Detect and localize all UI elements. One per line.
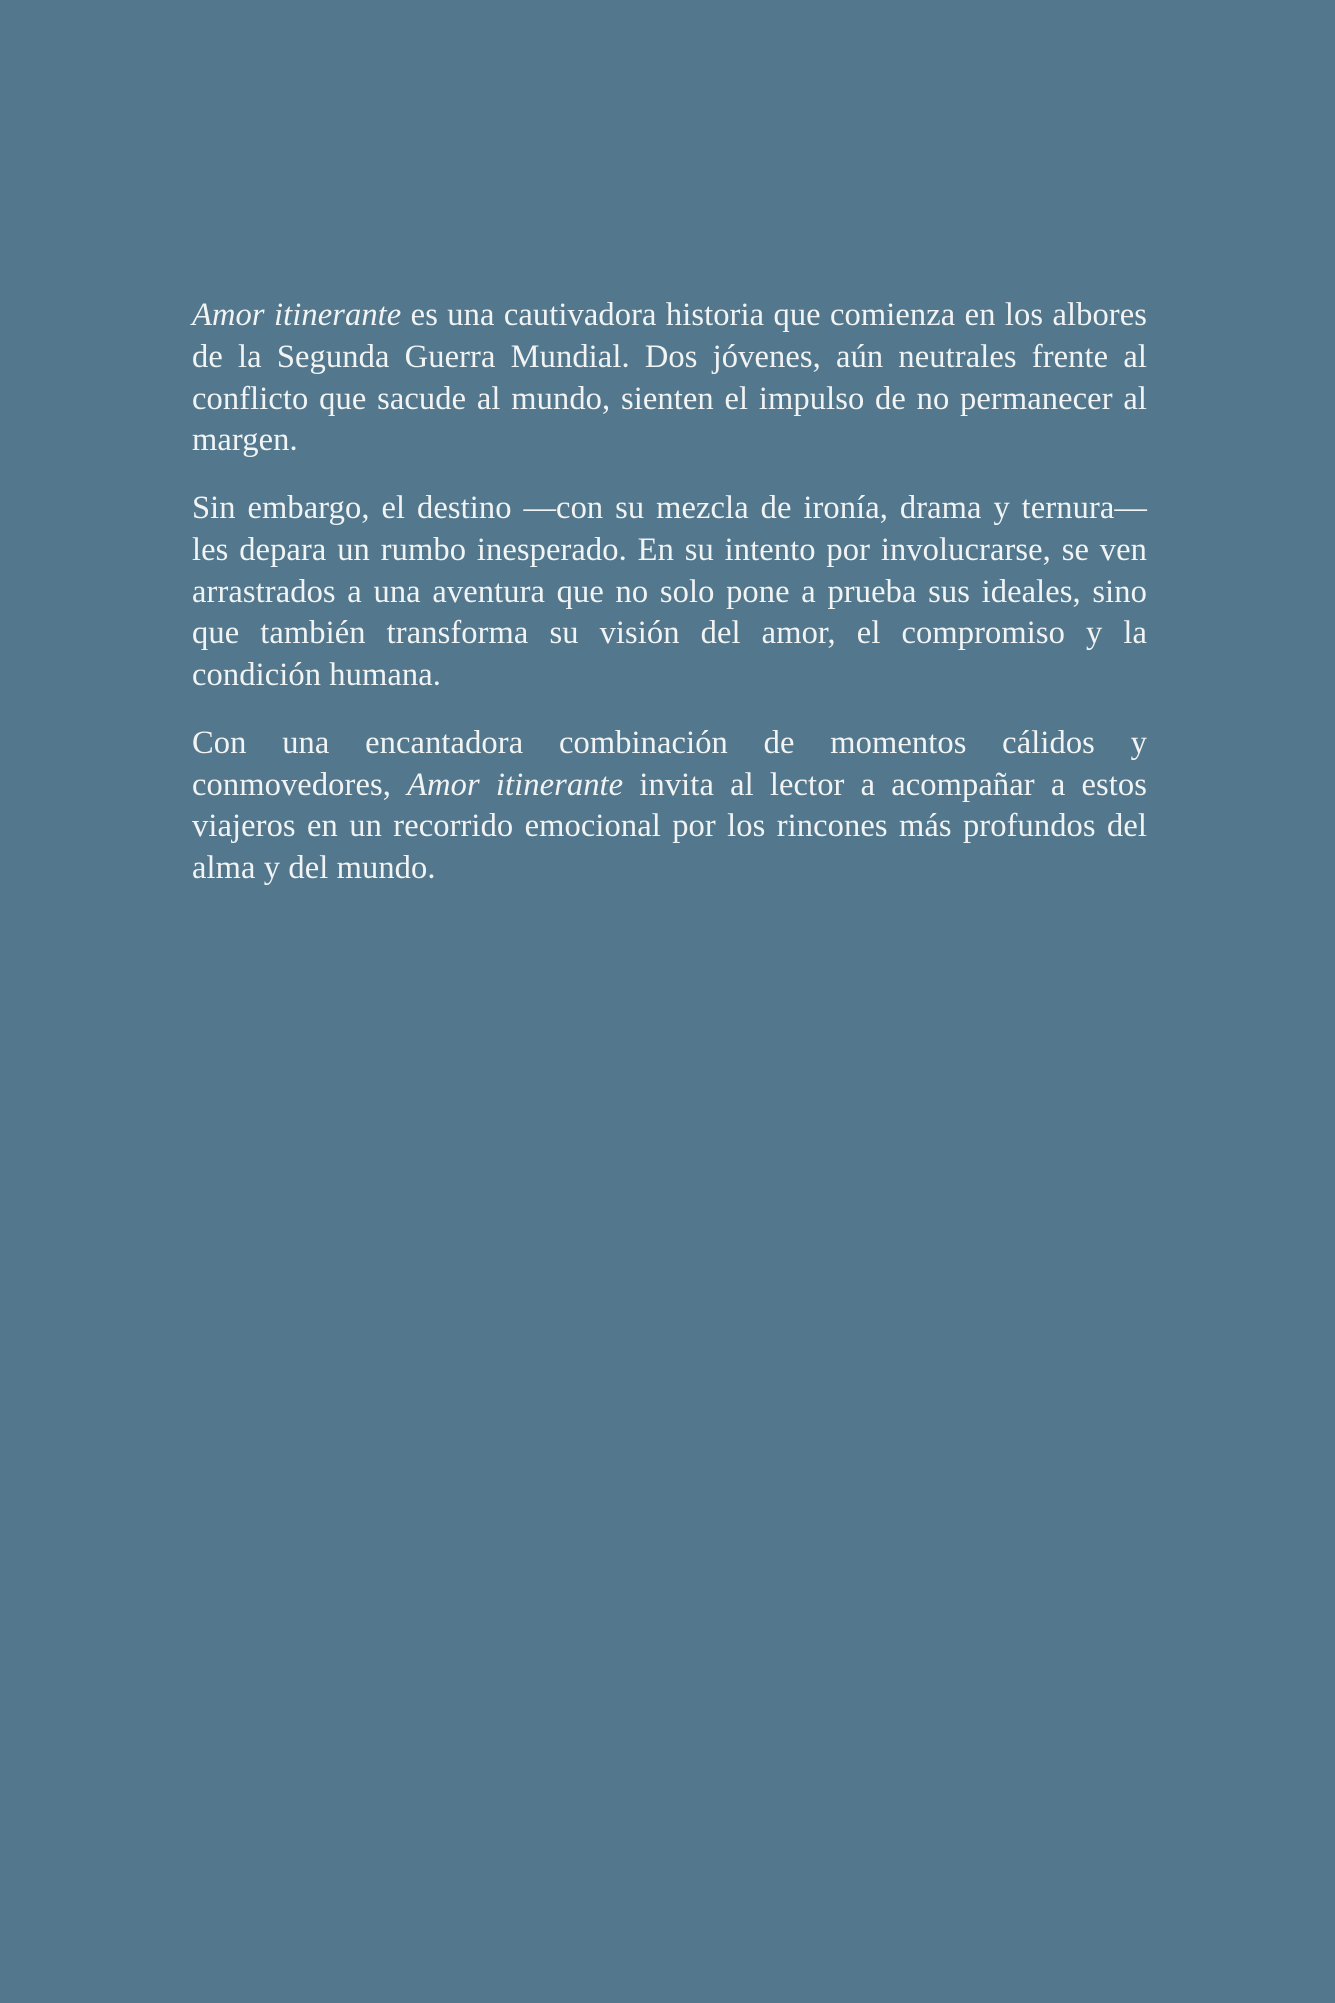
paragraph-2 bbox=[192, 488, 1147, 697]
blurb-text-run: Sin embargo, el destino —con su mezcla de ironía, drama y ternura— les depara un rumbo inesperado. En su intento por involucrarse, se ven arrastrados a una aventura que no solo pone a prueba sus ideales, sino que también transforma su visión del amor, el compromiso y la condición humana. bbox=[192, 490, 1147, 693]
blurb-text-run: es una cautivadora historia que comienza en los albores de la Segunda Guerra Mundial. Dos jóvenes, aún neutrales frente al conflicto que sacude al mundo, sienten el impulso de no permanecer al margen. bbox=[192, 297, 1147, 459]
paragraph-1 bbox=[192, 295, 1147, 462]
book-title-italic: Amor itinerante bbox=[407, 766, 624, 803]
blurb-text-block bbox=[192, 295, 1147, 890]
book-title-italic: Amor itinerante bbox=[192, 297, 402, 333]
blurb-text-run: Con una encantadora combinación de momentos cálidos y conmovedores, bbox=[192, 724, 1147, 803]
blurb-text-run: invita al lector a acompañar a estos viajeros en un recorrido emocional por los rincones más profundos del alma y del mundo. bbox=[192, 766, 1147, 886]
paragraph-3 bbox=[192, 723, 1147, 890]
